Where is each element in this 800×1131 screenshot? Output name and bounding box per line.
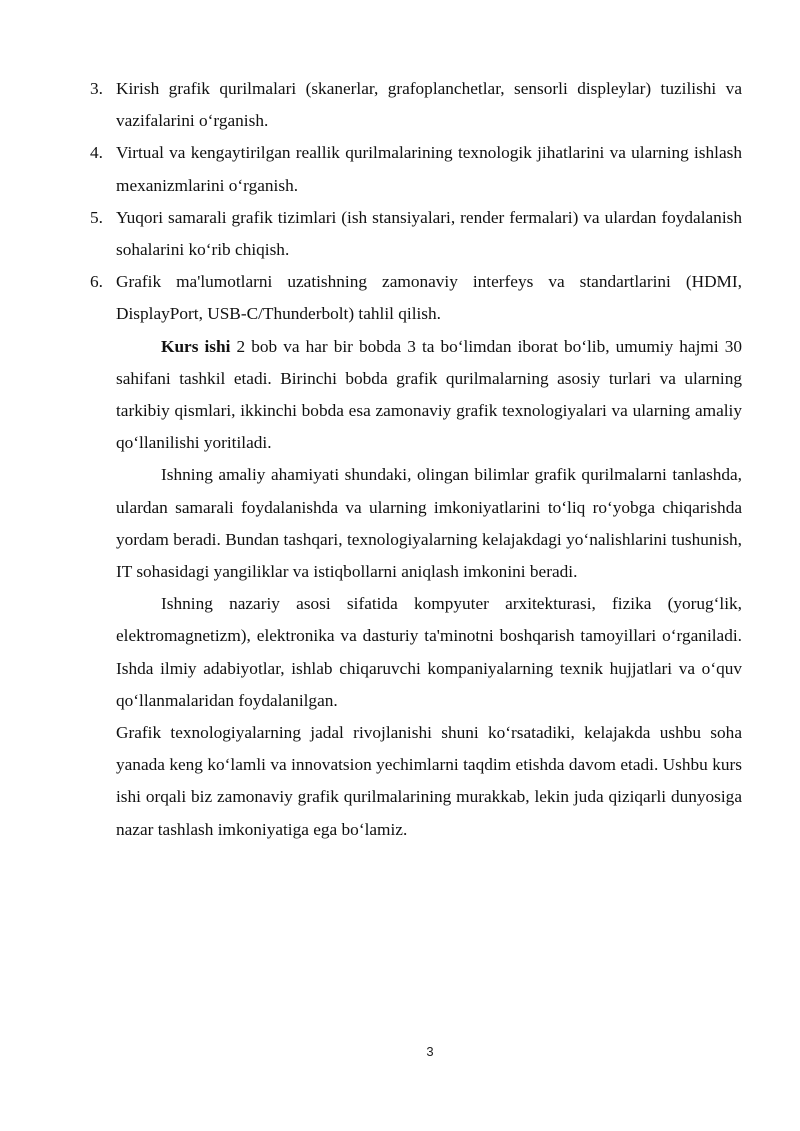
list-text: Yuqori samarali grafik tizimlari (ish stansiyalari, render fermalari) va ulardan foydalanish sohalarini koʻrib chiqish. <box>116 207 742 260</box>
list-number: 6. <box>90 272 103 292</box>
paragraph-theoretical-basis: Ishning nazariy asosi sifatida kompyuter arxitekturasi, fizika (yorugʻlik, elektromagnetizm), elektronika va dasturiy ta'minotni boshqarish tamoyillari oʻrganiladi. Ishda ilmiy adabiyotlar, ishlab chiqaruvchi kompaniyalarning texnik hujjatlari va oʻquv qoʻllanmalaridan foydalanilgan. <box>116 594 742 710</box>
page-content <box>0 73 800 846</box>
paragraph-practical-significance: Ishning amaliy ahamiyati shundaki, olingan bilimlar grafik qurilmalarni tanlashda, ulardan samarali foydalanishda va ularning imkoniyatlarini toʻliq roʻyobga chiqarishda yordam beradi. Bundan tashqari, texnologiyalarning kelajakdagi yoʻnalishlarini tushunish, IT sohasidagi yangiliklar va istiqbollarni aniqlash imkonini beradi. <box>116 465 742 582</box>
paragraph-structure <box>0 331 800 460</box>
paragraph-lead-bold: Kurs ishi <box>161 336 231 356</box>
list-number: 4. <box>90 143 103 163</box>
list-item <box>0 73 800 137</box>
list-item <box>0 202 800 266</box>
page-number: 3 <box>426 1044 434 1059</box>
objectives-list <box>0 73 800 331</box>
paragraph-text: 2 bob va har bir bobda 3 ta boʻlimdan iborat boʻlib, umumiy hajmi 30 sahifani tashkil etadi. Birinchi bobda grafik qurilmalarning asosiy turlari va ularning tarkibiy qismlari, ikkinchi bobda esa zamonaviy grafik texnologiyalari va ularning amaliy qoʻllanilishi yoritiladi. <box>116 336 742 453</box>
list-item <box>0 266 800 330</box>
list-number: 3. <box>90 79 103 98</box>
paragraph-conclusion: Grafik texnologiyalarning jadal rivojlanishi shuni koʻrsatadiki, kelajakda ushbu soha yanada keng koʻlamli va innovatsion yechimlarni taqdim etishda davom etadi. Ushbu kurs ishi orqali biz zamonaviy grafik qurilmalarining murakkab, lekin juda qiziqarli dunyosiga nazar tashlash imkoniyatiga ega boʻlamiz. <box>116 723 742 839</box>
list-item <box>0 137 800 201</box>
list-text: Kirish grafik qurilmalari (skanerlar, grafoplanchetlar, sensorli displeylar) tuzilishi va vazifalarini oʻrganish. <box>116 79 742 131</box>
list-text: Virtual va kengaytirilgan reallik qurilmalarining texnologik jihatlarini va ularning ishlash mexanizmlarini oʻrganish. <box>116 143 742 195</box>
list-number: 5. <box>90 207 103 227</box>
list-text: Grafik ma'lumotlarni uzatishning zamonaviy interfeys va standartlarini (HDMI, DisplayPort, USB-C/Thunderbolt) tahlil qilish. <box>116 272 742 324</box>
